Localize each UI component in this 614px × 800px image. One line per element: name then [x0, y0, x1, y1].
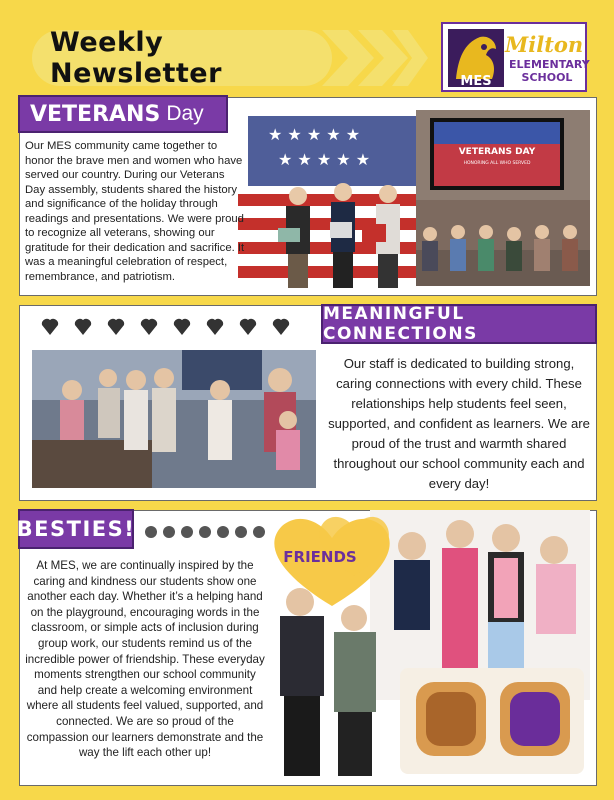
veterans-day-title: VETERANS Day [18, 95, 228, 133]
mustang-logo-icon [448, 29, 504, 87]
classroom-photo [32, 350, 316, 488]
besties-body-text: At MES, we are continually inspired by the caring and kindness our students show one another each day. Whether it’s a helping hand on the playground, encouraging words in the classroom, or simple acts of inclusion during group work, our students remind us of the incredible power of friendship. These everyday moments strengthen our school community and help create a welcoming environment where all students feel valued, supported, and connected. We are so proud of the compassion our learners demonstrate and the way the lift each other up! [25, 559, 265, 760]
besties-title: BESTIES! [18, 509, 134, 549]
header-banner [32, 27, 332, 89]
svg-text:★ ★ ★ ★ ★: ★ ★ ★ ★ ★ [278, 150, 371, 169]
svg-text:VETERANS DAY: VETERANS DAY [458, 147, 536, 157]
svg-text:FRIENDS: FRIENDS [283, 548, 357, 566]
logo-subtitle: ELEMENTARY SCHOOL [509, 58, 590, 84]
assembly-photo [416, 110, 590, 286]
meaningful-connections-title: MEANINGFUL CONNECTIONS [321, 304, 597, 344]
connections-body-text: Our staff is dedicated to building strong, caring connections with every child. These relationships help students feel seen, supported, and confident as learners. We are proud of the trust and warmth shared throughout our school community each and every day! [328, 356, 590, 491]
logo-name: Milton [505, 32, 584, 57]
svg-text:HONORING ALL WHO SERVED: HONORING ALL WHO SERVED [463, 161, 531, 166]
pbj-sticker [400, 668, 584, 774]
chevron-arrows-icon [318, 30, 428, 86]
students-reading-figures [278, 183, 400, 288]
veterans-body-text: Our MES community came together to honor the brave men and women who have served our country. During our Veterans Day assembly, students shared the history and significance of the holiday through readings and presentations. We were proud to recognize all veterans, showing our gratitude for their dedication and sacrifice. It was a meaningful celebration of respect, remembrance, and patriotism. [25, 140, 245, 283]
newsletter-title: Weekly Newsletter [50, 27, 222, 89]
svg-text:MES: MES [460, 74, 492, 87]
school-logo [441, 22, 590, 92]
dots-decoration-icon [144, 525, 270, 539]
hearts-row-icon [40, 315, 300, 339]
american-flag-graphic [238, 110, 428, 294]
svg-text:★ ★ ★ ★ ★: ★ ★ ★ ★ ★ [268, 125, 361, 144]
friends-photo-collage [262, 506, 592, 782]
